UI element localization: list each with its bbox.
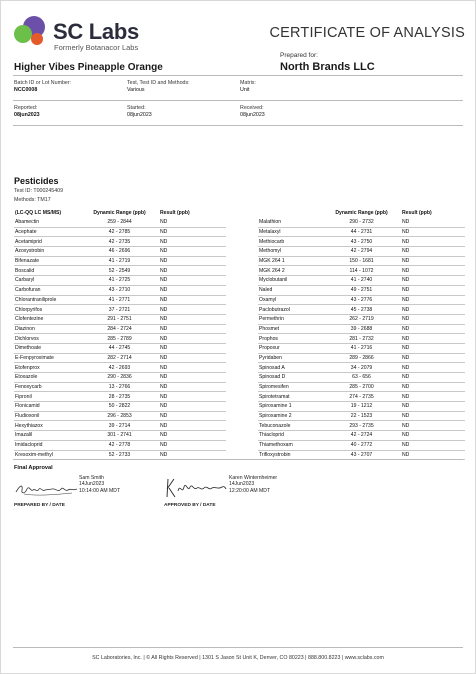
analyte-name: Permethrin — [258, 314, 326, 324]
dynamic-range: 43 - 2776 — [326, 295, 396, 305]
result-value: ND — [154, 305, 226, 315]
result-value: ND — [396, 266, 465, 276]
table-row — [14, 373, 226, 383]
table-row — [258, 382, 465, 392]
test-methods-field — [127, 80, 190, 94]
table-row — [258, 431, 465, 441]
table-row — [14, 218, 226, 227]
dynamic-range: 52 - 2549 — [84, 266, 154, 276]
dynamic-range: 46 - 2696 — [84, 247, 154, 257]
table-row — [258, 373, 465, 383]
started-field — [127, 105, 152, 119]
analyte-name: Oxamyl — [258, 295, 326, 305]
result-value: ND — [396, 324, 465, 334]
table-row — [258, 256, 465, 266]
analyte-name: Fipronil — [14, 392, 84, 402]
dynamic-range: 42 - 2693 — [84, 363, 154, 373]
result-value: ND — [154, 334, 226, 344]
table-row — [14, 237, 226, 247]
table-row — [14, 411, 226, 421]
approved-by-time: 12:20:00 AM MDT — [229, 487, 271, 494]
dynamic-range: 289 - 2866 — [326, 353, 396, 363]
dynamic-range: 284 - 2724 — [84, 324, 154, 334]
client-name: North Brands LLC — [280, 61, 375, 73]
dynamic-range: 49 - 2751 — [326, 285, 396, 295]
prepared-by-time: 10:14:00 AM MDT — [79, 487, 121, 494]
table-row — [258, 421, 465, 431]
col-header-analyte-blank — [258, 208, 326, 218]
started-label: Started: — [127, 105, 146, 111]
dynamic-range: 282 - 2714 — [84, 353, 154, 363]
result-value: ND — [396, 343, 465, 353]
result-value: ND — [396, 411, 465, 421]
dynamic-range: 285 - 2789 — [84, 334, 154, 344]
sc-labs-logo — [13, 13, 213, 53]
analyte-name: Prophos — [258, 334, 326, 344]
dynamic-range: 262 - 2719 — [326, 314, 396, 324]
meta-divider — [13, 100, 463, 101]
result-value: ND — [396, 402, 465, 412]
analyte-name: Clofentezine — [14, 314, 84, 324]
result-value: ND — [154, 237, 226, 247]
table-row — [258, 266, 465, 276]
table-row — [14, 314, 226, 324]
approved-signature-image — [164, 475, 228, 501]
table-row — [14, 266, 226, 276]
analyte-name: Etofenprox — [14, 363, 84, 373]
table-row — [14, 343, 226, 353]
dynamic-range: 52 - 2733 — [84, 450, 154, 460]
table-row — [14, 305, 226, 315]
dynamic-range: 28 - 2735 — [84, 392, 154, 402]
dynamic-range: 259 - 2844 — [84, 218, 154, 227]
table-row — [258, 334, 465, 344]
reported-label: Reported: — [14, 105, 38, 111]
result-value: ND — [396, 295, 465, 305]
analyte-name: Tebuconazole — [258, 421, 326, 431]
approved-by-info — [229, 475, 277, 494]
dynamic-range: 39 - 2688 — [326, 324, 396, 334]
result-value: ND — [396, 256, 465, 266]
pesticides-table-right — [258, 208, 465, 460]
result-value: ND — [154, 402, 226, 412]
result-value: ND — [154, 266, 226, 276]
analyte-name: MGK 264 2 — [258, 266, 326, 276]
product-name: Higher Vibes Pineapple Orange — [14, 62, 163, 73]
dynamic-range: 41 - 2719 — [84, 256, 154, 266]
result-value: ND — [396, 363, 465, 373]
analyte-name: Phosmet — [258, 324, 326, 334]
dynamic-range: 290 - 2836 — [84, 373, 154, 383]
test-methods-value: Various — [127, 87, 145, 93]
analyte-name: MGK 264 1 — [258, 256, 326, 266]
table-row — [14, 353, 226, 363]
table-row — [258, 411, 465, 421]
analyte-name: Acephate — [14, 227, 84, 237]
result-value: ND — [396, 431, 465, 441]
final-approval-title: Final Approval — [14, 465, 53, 471]
analyte-name: Spinosad D — [258, 373, 326, 383]
table-row — [14, 421, 226, 431]
batch-id-value: NCC0008 — [14, 87, 38, 93]
received-value: 08jun2023 — [240, 112, 265, 118]
batch-id-label: Batch ID or Lot Number: — [14, 80, 72, 86]
result-value: ND — [154, 421, 226, 431]
analyte-name: Acetamiprid — [14, 237, 84, 247]
analyte-name: Trifloxystrobin — [258, 450, 326, 460]
analyte-name: Etoxazole — [14, 373, 84, 383]
dynamic-range: 290 - 2732 — [326, 218, 396, 227]
dynamic-range: 296 - 2853 — [84, 411, 154, 421]
result-value: ND — [396, 218, 465, 227]
col-header-analyte: (LC-QQ LC MS/MS) — [15, 210, 62, 216]
dynamic-range: 41 - 2716 — [326, 343, 396, 353]
dynamic-range: 285 - 2700 — [326, 382, 396, 392]
result-value: ND — [154, 392, 226, 402]
analyte-name: Diazinon — [14, 324, 84, 334]
table-row — [14, 431, 226, 441]
table-row — [258, 363, 465, 373]
analyte-name: Spiromesifen — [258, 382, 326, 392]
analyte-name: Malathion — [258, 218, 326, 227]
table-row — [258, 285, 465, 295]
document-title: CERTIFICATE OF ANALYSIS — [269, 25, 465, 41]
meta-bottom-divider — [13, 125, 463, 126]
col-header-result: Result (ppb) — [402, 210, 432, 216]
result-value: ND — [396, 373, 465, 383]
result-value: ND — [154, 382, 226, 392]
table-header-row — [14, 208, 226, 218]
table-row — [258, 392, 465, 402]
prepared-by-date: 14Jun2023 — [79, 481, 105, 488]
analyte-name: Boscalid — [14, 266, 84, 276]
analyte-name: Imazalil — [14, 431, 84, 441]
result-value: ND — [154, 343, 226, 353]
analyte-name: E-Fenpyroximate — [14, 353, 84, 363]
table-row — [14, 363, 226, 373]
analyte-name: Fenoxycarb — [14, 382, 84, 392]
dynamic-range: 281 - 2732 — [326, 334, 396, 344]
dynamic-range: 50 - 2822 — [84, 402, 154, 412]
result-value: ND — [154, 295, 226, 305]
result-value: ND — [154, 256, 226, 266]
table-row — [258, 218, 465, 227]
result-value: ND — [154, 247, 226, 257]
table-row — [258, 227, 465, 237]
table-row — [14, 295, 226, 305]
result-value: ND — [396, 285, 465, 295]
analyte-name: Chlorpyrifos — [14, 305, 84, 315]
pesticides-table-left — [14, 208, 226, 460]
analyte-name: Thiamethoxam — [258, 440, 326, 450]
analyte-name: Carbaryl — [14, 276, 84, 286]
test-methods-label: Test, Test ID and Methods: — [127, 80, 190, 86]
dynamic-range: 42 - 2724 — [326, 431, 396, 441]
reported-field — [14, 105, 40, 119]
analyte-name: Azoxystrobin — [14, 247, 84, 257]
approved-by-date: 14Jun2023 — [229, 481, 255, 488]
table-row — [14, 440, 226, 450]
analyte-name: Methiocarb — [258, 237, 326, 247]
result-value: ND — [396, 227, 465, 237]
analyte-name: Spirotetramat — [258, 392, 326, 402]
dynamic-range: 291 - 2751 — [84, 314, 154, 324]
dynamic-range: 301 - 2741 — [84, 431, 154, 441]
analyte-name: Pyridaben — [258, 353, 326, 363]
dynamic-range: 39 - 2714 — [84, 421, 154, 431]
analyte-name: Chlorantraniliprole — [14, 295, 84, 305]
result-value: ND — [154, 227, 226, 237]
approved-by-name: Karen Winternheimer — [229, 475, 278, 481]
result-value: ND — [154, 314, 226, 324]
analyte-name: Abamectin — [14, 218, 84, 227]
analyte-name: Carbofuran — [14, 285, 84, 295]
table-row — [258, 237, 465, 247]
analyte-name: Flonicamid — [14, 402, 84, 412]
table-row — [258, 324, 465, 334]
result-value: ND — [154, 276, 226, 286]
dynamic-range: 13 - 2766 — [84, 382, 154, 392]
dynamic-range: 274 - 2735 — [326, 392, 396, 402]
result-value: ND — [154, 218, 226, 227]
dynamic-range: 150 - 1681 — [326, 256, 396, 266]
analyte-name: Dichlorvos — [14, 334, 84, 344]
dynamic-range: 22 - 1523 — [326, 411, 396, 421]
result-value: ND — [154, 363, 226, 373]
matrix-field — [240, 80, 256, 94]
dynamic-range: 114 - 1072 — [326, 266, 396, 276]
result-value: ND — [396, 247, 465, 257]
table-row — [258, 247, 465, 257]
analyte-name: Thiacloprid — [258, 431, 326, 441]
dynamic-range: 43 - 2710 — [84, 285, 154, 295]
received-label: Received: — [240, 105, 264, 111]
table-row — [258, 440, 465, 450]
test-method: Methods: TM17 — [14, 197, 51, 203]
result-value: ND — [154, 324, 226, 334]
analyte-name: Paclobutrazol — [258, 305, 326, 315]
dynamic-range: 19 - 1212 — [326, 402, 396, 412]
col-header-range: Dynamic Range (ppb) — [335, 210, 388, 216]
dynamic-range: 63 - 656 — [326, 373, 396, 383]
table-header-row — [258, 208, 465, 218]
prepared-signature-image — [14, 479, 80, 499]
table-row — [258, 343, 465, 353]
table-row — [14, 256, 226, 266]
result-value: ND — [154, 353, 226, 363]
result-value: ND — [396, 421, 465, 431]
dynamic-range: 42 - 2735 — [84, 237, 154, 247]
analyte-name: Spinosad A — [258, 363, 326, 373]
received-field — [240, 105, 265, 119]
table-row — [14, 276, 226, 286]
table-row — [258, 295, 465, 305]
result-value: ND — [396, 382, 465, 392]
table-row — [14, 324, 226, 334]
prepared-for-label: Prepared for: — [280, 52, 318, 59]
result-value: ND — [396, 305, 465, 315]
analyte-name: Naled — [258, 285, 326, 295]
table-row — [14, 392, 226, 402]
table-row — [258, 353, 465, 363]
analyte-name: Methomyl — [258, 247, 326, 257]
header-divider — [13, 75, 463, 76]
result-value: ND — [396, 314, 465, 324]
company-former-name: Formerly Botanacor Labs — [54, 43, 139, 52]
analyte-name: Hexythiazox — [14, 421, 84, 431]
result-value: ND — [154, 431, 226, 441]
table-row — [258, 305, 465, 315]
dynamic-range: 42 - 2778 — [84, 440, 154, 450]
table-row — [258, 314, 465, 324]
analyte-name: Fludioxonil — [14, 411, 84, 421]
dynamic-range: 40 - 2772 — [326, 440, 396, 450]
analyte-name: Spiroxamine 1 — [258, 402, 326, 412]
dynamic-range: 42 - 2785 — [84, 227, 154, 237]
table-row — [14, 334, 226, 344]
analyte-name: Imidacloprid — [14, 440, 84, 450]
result-value: ND — [396, 440, 465, 450]
analyte-name: Kresoxim-methyl — [14, 450, 84, 460]
analyte-name: Propoxur — [258, 343, 326, 353]
dynamic-range: 45 - 2738 — [326, 305, 396, 315]
analyte-name: Spiroxamine 2 — [258, 411, 326, 421]
reported-value: 08jun2023 — [14, 112, 40, 118]
footer-divider — [13, 647, 463, 648]
analyte-name: Dimethoate — [14, 343, 84, 353]
company-name: SC Labs — [53, 19, 139, 44]
dynamic-range: 41 - 2725 — [84, 276, 154, 286]
result-value: ND — [154, 285, 226, 295]
dynamic-range: 44 - 2745 — [84, 343, 154, 353]
result-value: ND — [396, 334, 465, 344]
prepared-by-name: Sam Smith — [79, 475, 104, 481]
approved-by-label: APPROVED BY / DATE — [164, 503, 216, 508]
table-row — [14, 382, 226, 392]
col-header-result: Result (ppb) — [160, 210, 190, 216]
result-value: ND — [396, 353, 465, 363]
dynamic-range: 41 - 2740 — [326, 276, 396, 286]
result-value: ND — [154, 373, 226, 383]
result-value: ND — [154, 411, 226, 421]
started-value: 08jun2023 — [127, 112, 152, 118]
sc-labs-logo-icon — [13, 13, 49, 49]
batch-id-field — [14, 80, 71, 94]
analyte-name: Myclobutanil — [258, 276, 326, 286]
dynamic-range: 43 - 2750 — [326, 237, 396, 247]
dynamic-range: 44 - 2731 — [326, 227, 396, 237]
table-row — [14, 402, 226, 412]
table-row — [14, 247, 226, 257]
table-row — [258, 276, 465, 286]
analyte-name: Bifenazate — [14, 256, 84, 266]
prepared-by-label: PREPARED BY / DATE — [14, 503, 65, 508]
test-id: Test ID: T000245409 — [14, 188, 64, 194]
matrix-value: Unit — [240, 87, 250, 93]
result-value: ND — [396, 450, 465, 460]
result-value: ND — [154, 440, 226, 450]
section-title-pesticides: Pesticides — [14, 176, 59, 186]
col-header-range: Dynamic Range (ppb) — [93, 210, 146, 216]
prepared-by-info — [79, 475, 120, 494]
result-value: ND — [154, 450, 226, 460]
dynamic-range: 43 - 2707 — [326, 450, 396, 460]
dynamic-range: 37 - 2721 — [84, 305, 154, 315]
table-row — [14, 285, 226, 295]
result-value: ND — [396, 237, 465, 247]
result-value: ND — [396, 392, 465, 402]
dynamic-range: 293 - 2735 — [326, 421, 396, 431]
dynamic-range: 34 - 2079 — [326, 363, 396, 373]
matrix-label: Matrix: — [240, 80, 256, 86]
result-value: ND — [396, 276, 465, 286]
table-row — [14, 227, 226, 237]
table-row — [258, 402, 465, 412]
approval-divider — [13, 459, 463, 460]
dynamic-range: 41 - 2771 — [84, 295, 154, 305]
dynamic-range: 42 - 2794 — [326, 247, 396, 257]
footer-text: SC Laboratories, Inc. | © All Rights Reserved | 1301 S Jason St Unit K, Denver, CO 80223 | 888.800.8223 | www.sclabs.com — [92, 655, 384, 661]
analyte-name: Metalaxyl — [258, 227, 326, 237]
